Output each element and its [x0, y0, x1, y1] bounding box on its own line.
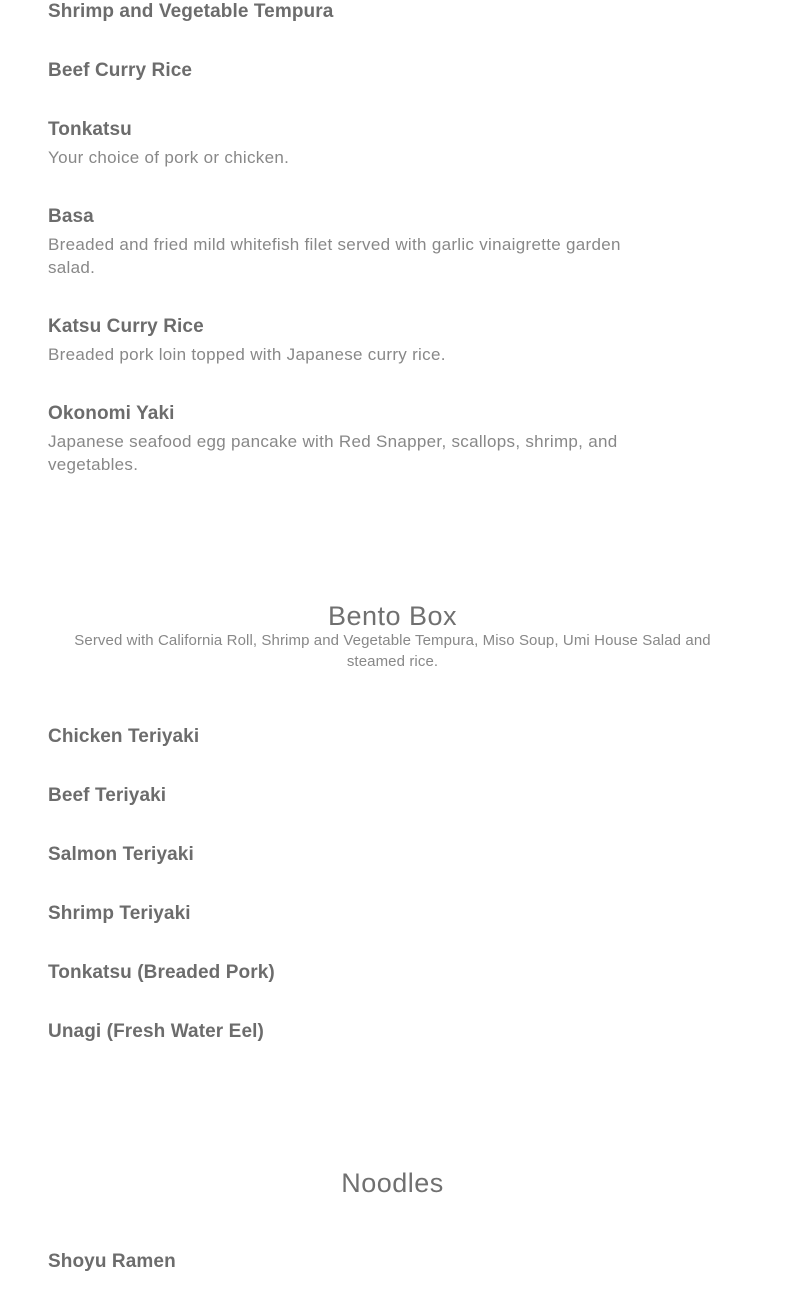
menu-item-description: Your choice of pork or chicken.: [48, 148, 290, 167]
section-title: Bento Box: [327, 601, 458, 631]
menu-item-name: Tonkatsu (Breaded Pork): [48, 962, 275, 983]
menu-item-name: Beef Curry Rice: [48, 60, 193, 81]
menu-item-description: Breaded and fried mild whitefish filet served with garlic vinaigrette garden salad.: [48, 235, 621, 277]
menu-item-name: Tonkatsu: [48, 119, 132, 140]
menu-item-name: Shoyu Ramen: [48, 1251, 176, 1272]
menu-item-name: Katsu Curry Rice: [48, 316, 204, 337]
menu-item-name: Shrimp and Vegetable Tempura: [48, 1, 334, 22]
section-subtitle: Served with California Roll, Shrimp and Vegetable Tempura, Miso Soup, Umi House Salad and steamed rice.: [74, 632, 711, 670]
menu-item-name: Unagi (Fresh Water Eel): [48, 1021, 264, 1042]
menu-item-name: Basa: [48, 206, 94, 227]
menu-item-name: Okonomi Yaki: [48, 403, 175, 424]
menu-item-description: Breaded pork loin topped with Japanese curry rice.: [48, 345, 446, 364]
menu-item-name: Salmon Teriyaki: [48, 844, 194, 865]
menu-item-name: Beef Teriyaki: [48, 785, 167, 806]
menu-item-name: Shrimp Teriyaki: [48, 903, 191, 924]
section-title: Noodles: [341, 1168, 444, 1198]
menu-item-description: Japanese seafood egg pancake with Red Snapper, scallops, shrimp, and vegetables.: [48, 432, 618, 474]
menu-item-name: Chicken Teriyaki: [48, 726, 200, 747]
